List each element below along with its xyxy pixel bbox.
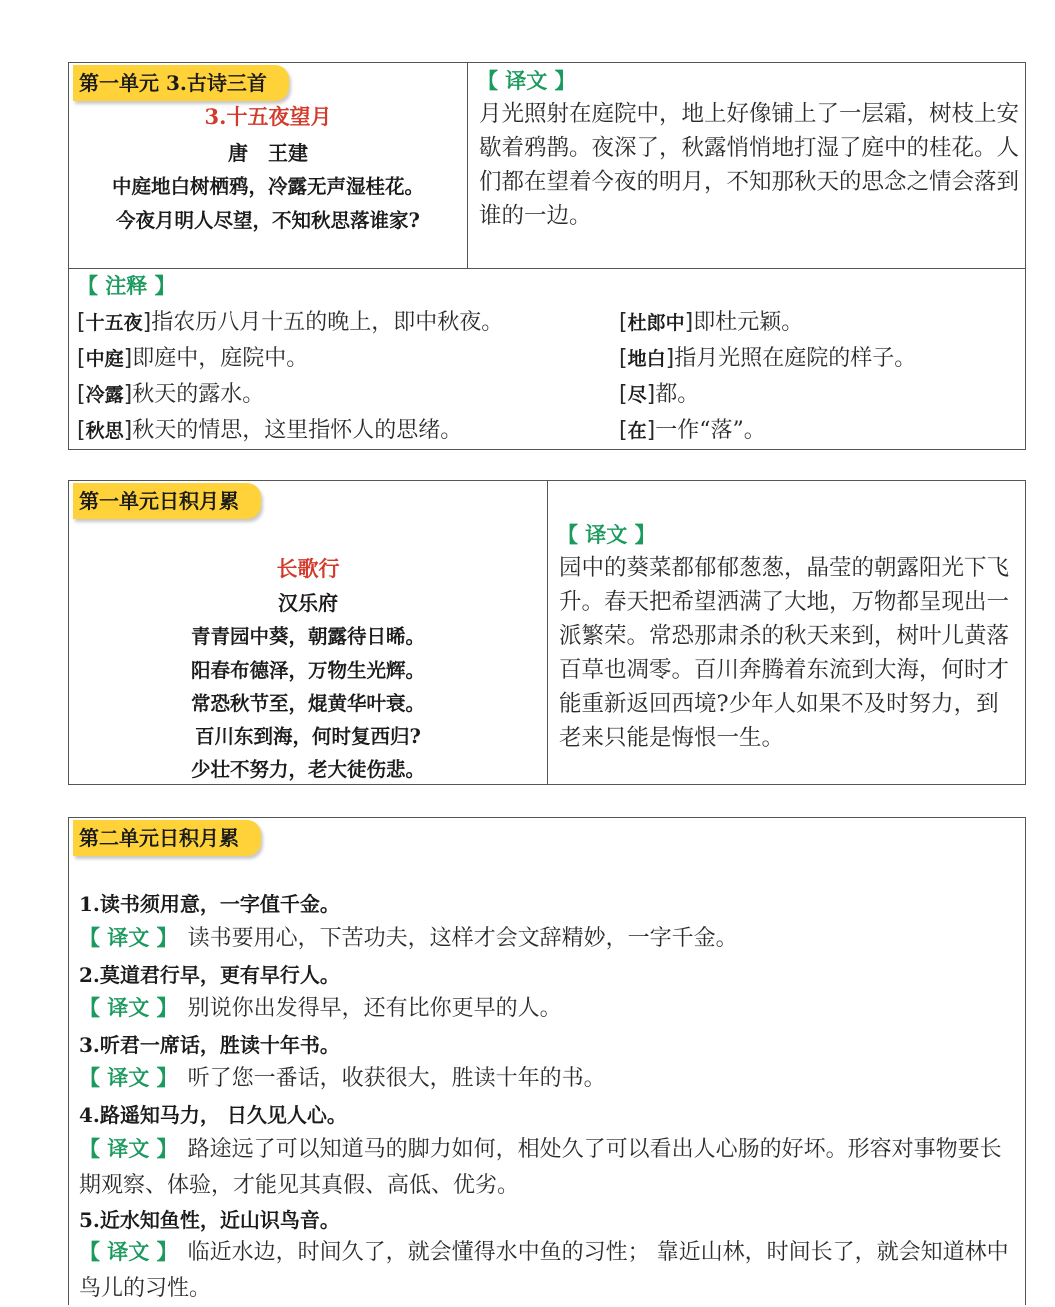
notes-label: 【 注释 】 [77, 273, 176, 298]
saying-translation: 【 译文 】 读书要用心，下苦功夫，这样才会文辞精妙，一字千金。 [79, 925, 738, 951]
section-1-tag: 第一单元 3.古诗三首 [73, 65, 289, 101]
translation-label: 【 译文 】 [557, 522, 656, 547]
section-3-card [68, 817, 1026, 1305]
poem-line: 少壮不努力，老大徒伤悲。 [190, 758, 425, 781]
section-1-hdivider [69, 268, 1025, 269]
translation-label: 【 译文 】 [477, 68, 576, 93]
poem-title: 长歌行 [276, 556, 340, 581]
poem-line: 中庭地白树栖鸦，冷露无声湿桂花。 [111, 175, 424, 198]
poem-line: 今夜月明人尽望，不知秋思落谁家? [116, 209, 420, 232]
poem-line: 青青园中葵，朝露待日晞。 [190, 625, 425, 648]
note-item: [尽]都。 [619, 382, 700, 407]
saying-translation: 【 译文 】 路途远了可以知道马的脚力如何，相处久了可以看出人心肠的好坏。形容对事物要长期观察、体验，才能见其真假、高低、优劣。 [79, 1136, 1002, 1198]
section-2-tag: 第一单元日积月累 [73, 483, 261, 519]
note-item: [杜郎中]即杜元颖。 [619, 310, 804, 335]
poem-title: 3.十五夜望月 [204, 104, 332, 129]
translation-label: 【 译文 】 [79, 995, 178, 1020]
saying-item: 4.路遥知马力， 日久见人心。 [79, 1103, 347, 1127]
poem-line: 常恐秋节至，焜黄华叶衰。 [190, 692, 425, 715]
note-item: [地白]指月光照在庭院的样子。 [619, 346, 917, 371]
section-1-card [68, 62, 1026, 450]
saying-translation: 【 译文 】 别说你出发得早，还有比你更早的人。 [79, 995, 562, 1021]
translation-label: 【 译文 】 [79, 1239, 178, 1264]
translation-text: 园中的葵菜都郁郁葱葱，晶莹的朝露阳光下飞升。春天把希望洒满了大地，万物都呈现出一派繁荣。常恐那肃杀的秋天来到，树叶儿黄落百草也凋零。百川奔腾着东流到大海，何时才能重新返回西境?少年人如果不及时努力，到老来只能是悔恨一生。 [559, 555, 1010, 751]
poem-line: 百川东到海，何时复西归? [195, 725, 421, 748]
translation-text: 月光照射在庭院中，地上好像铺上了一层霜，树枝上安歇着鸦鹊。夜深了，秋露悄悄地打湿了庭中的桂花。人们都在望着今夜的明月，不知那秋天的思念之情会落到谁的一边。 [479, 101, 1020, 229]
saying-item: 5.近水知鱼性，近山识鸟音。 [79, 1208, 340, 1232]
section-2-card [68, 480, 1026, 785]
translation-label: 【 译文 】 [79, 1065, 178, 1090]
note-item: [秋思]秋天的情思，这里指怀人的思绪。 [77, 418, 463, 443]
translation-label: 【 译文 】 [79, 1136, 178, 1161]
note-item: [在]一作“落”。 [619, 418, 766, 443]
note-item: [冷露]秋天的露水。 [77, 382, 265, 407]
translation-label: 【 译文 】 [79, 925, 178, 950]
section-3-tag: 第二单元日积月累 [73, 820, 261, 856]
section-1-divider [467, 63, 468, 268]
note-item: [十五夜]指农历八月十五的晚上，即中秋夜。 [77, 310, 504, 335]
poem-line: 阳春布德泽，万物生光辉。 [190, 659, 425, 682]
poem-author: 唐 王建 [228, 141, 308, 165]
poem-author: 汉乐府 [278, 591, 338, 615]
note-item: [中庭]即庭中，庭院中。 [77, 346, 309, 371]
saying-translation: 【 译文 】 临近水边，时间久了，就会懂得水中鱼的习性； 靠近山林，时间长了，就会知道林中鸟儿的习性。 [79, 1239, 1009, 1301]
saying-item: 3.听君一席话，胜读十年书。 [79, 1033, 340, 1057]
saying-item: 1.读书须用意，一字值千金。 [79, 892, 340, 916]
saying-translation: 【 译文 】 听了您一番话，收获很大，胜读十年的书。 [79, 1065, 606, 1091]
section-2-divider [547, 481, 548, 784]
saying-item: 2.莫道君行早，更有早行人。 [79, 963, 340, 987]
